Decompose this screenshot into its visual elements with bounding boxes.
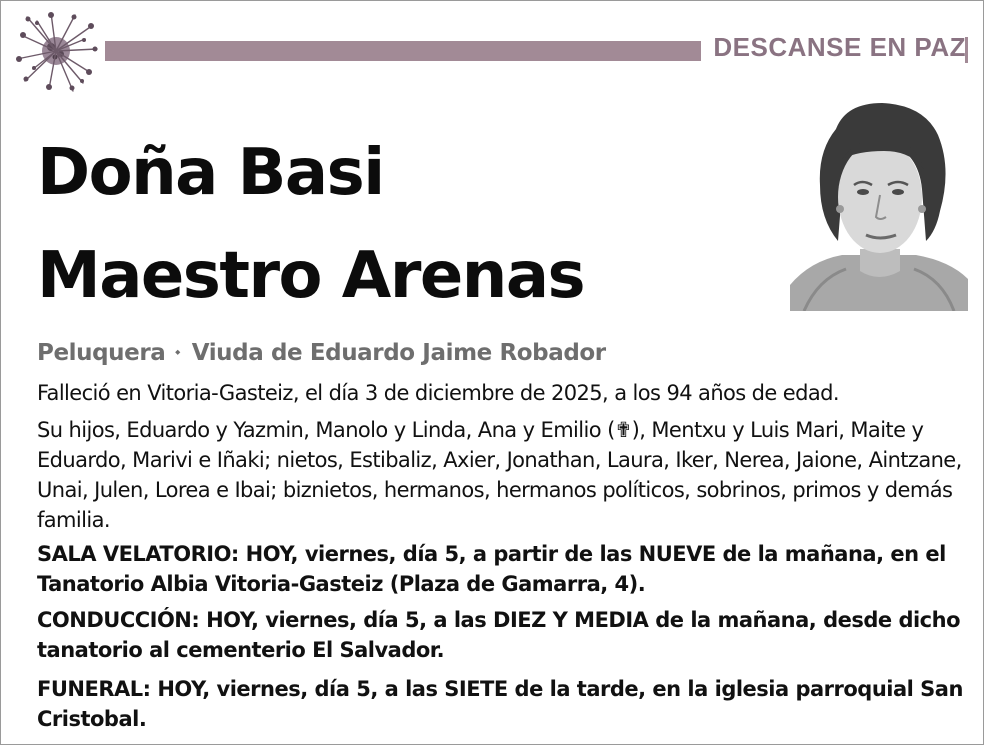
- deceased-name-line1: Doña Basi: [37, 136, 384, 210]
- widow-of: Viuda de Eduardo Jaime Robador: [191, 340, 606, 366]
- diamond-separator-icon: ⬩: [175, 345, 180, 360]
- death-notice: Falleció en Vitoria-Gasteiz, el día 3 de diciembre de 2025, a los 94 años de edad.: [37, 381, 839, 405]
- header-bar: [105, 41, 701, 61]
- family-list: Su hijos, Eduardo y Yazmin, Manolo y Linda, Ana y Emilio (✟), Mentxu y Luis Mari, Maite y Eduardo, Marivi e Iñaki; nietos, Estibaliz, Axier, Jonathan, Laura, Iker, Nerea, Jaione, Aintzane, Unai, Julen, Lorea e Ibai; biznietos, hermanos, hermanos políticos, sobrinos, primos y demás familia.: [37, 418, 962, 532]
- wake-info: SALA VELATORIO: HOY, viernes, día 5, a partir de las NUEVE de la mañana, en el Tanatorio Albia Vitoria-Gasteiz (Plaza de Gamarra, 4).: [37, 542, 946, 596]
- portrait-photo: [790, 99, 968, 311]
- header-label: DESCANSE EN PAZ: [713, 32, 966, 62]
- procession-info: CONDUCCIÓN: HOY, viernes, día 5, a las DIEZ Y MEDIA de la mañana, desde dicho tanatorio al cementerio El Salvador.: [37, 608, 960, 662]
- subtitle: [37, 340, 606, 366]
- flower-ornament-icon: [13, 11, 99, 93]
- deceased-name-line2: Maestro Arenas: [37, 239, 585, 313]
- occupation: Peluquera: [37, 340, 166, 366]
- funeral-info: FUNERAL: HOY, viernes, día 5, a las SIETE de la tarde, en la iglesia parroquial San Cristobal.: [37, 677, 963, 731]
